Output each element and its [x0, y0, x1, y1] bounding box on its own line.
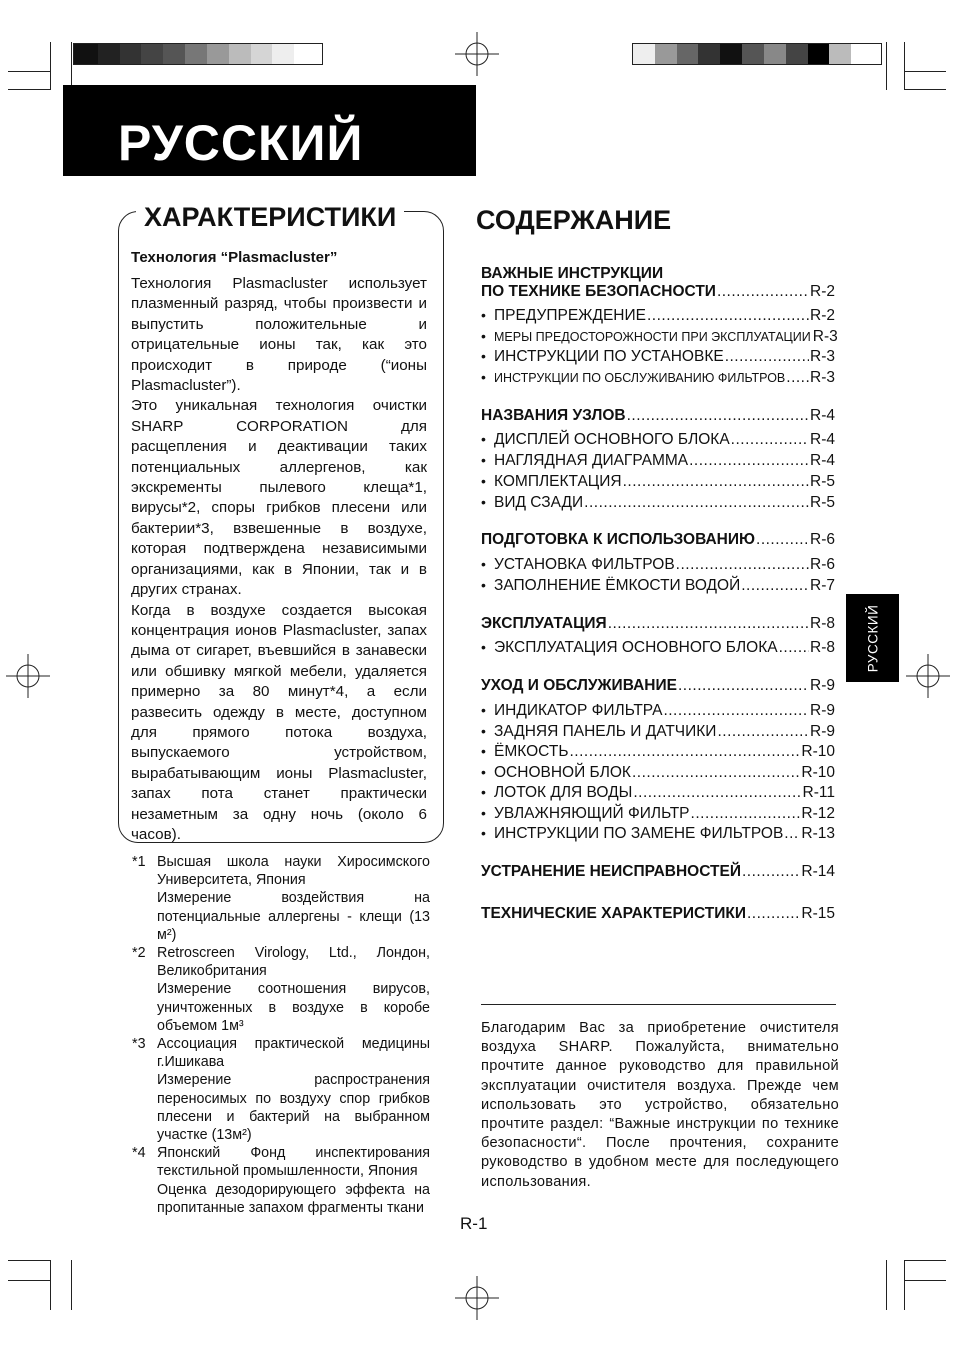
page-number: R-1: [460, 1214, 488, 1233]
page-title: РУССКИЙ: [118, 115, 364, 171]
toc-entry-maintenance[interactable]: УХОД И ОБСЛУЖИВАНИЕ ..... R-9: [481, 676, 835, 697]
footnote-mark: *3: [132, 1036, 146, 1053]
toc-entry-specifications[interactable]: ТЕХНИЧЕСКИЕ ХАРАКТЕРИСТИКИ ..... R-15: [481, 904, 835, 925]
color-bar-right: [632, 43, 882, 65]
footnote-source: Ассоциация практической медицины г.Ишикава: [157, 1036, 430, 1071]
toc-entry[interactable]: • ИНДИКАТОР ФИЛЬТРА ..... R-9: [481, 700, 835, 722]
footnote-detail: Измерение воздействия на потенциальные аллергены - клещи (13 м²): [157, 890, 430, 943]
color-bar-left: [73, 43, 323, 65]
features-body: [131, 274, 427, 845]
toc-entry[interactable]: • ЭКСПЛУАТАЦИЯ ОСНОВНОГО БЛОКА ..... R-8: [481, 637, 835, 659]
toc-entry-safety[interactable]: ПО ТЕХНИКЕ БЕЗОПАСНОСТИ ..... R-2: [481, 282, 835, 303]
toc-entry-preparation[interactable]: ПОДГОТОВКА К ИСПОЛЬЗОВАНИЮ ..... R-6: [481, 530, 835, 551]
footnote-detail: Оценка дезодорирующего эффекта на пропитанные запахом фрагменты ткани: [157, 1181, 430, 1216]
toc-entry[interactable]: • УВЛАЖНЯЮЩИЙ ФИЛЬТР ..... R-12: [481, 803, 835, 825]
toc-entry[interactable]: • КОМПЛЕКТАЦИЯ ..... R-5: [481, 471, 835, 493]
toc-entry[interactable]: • УСТАНОВКА ФИЛЬТРОВ ..... R-6: [481, 554, 835, 576]
toc-entry[interactable]: • ЗАПОЛНЕНИЕ ЁМКОСТИ ВОДОЙ ..... R-7: [481, 575, 835, 597]
footnote-mark: *4: [132, 1145, 146, 1162]
footnote: [132, 1144, 430, 1217]
toc-entry[interactable]: • ИНСТРУКЦИИ ПО ОБСЛУЖИВАНИЮ ФИЛЬТРОВ ..... R-3: [481, 367, 835, 389]
toc-section-heading: ВАЖНЫЕ ИНСТРУКЦИИ: [481, 265, 664, 282]
toc-entry-operation[interactable]: ЭКСПЛУАТАЦИЯ ..... R-8: [481, 614, 835, 635]
registration-mark-icon: [906, 654, 950, 698]
footnote-mark: *1: [132, 854, 146, 870]
toc-entry[interactable]: • ЁМКОСТЬ ..... R-10: [481, 741, 835, 763]
features-heading: ХАРАКТЕРИСТИКИ: [136, 200, 404, 234]
toc-entry[interactable]: • ДИСПЛЕЙ ОСНОВНОГО БЛОКА ..... R-4: [481, 429, 835, 451]
registration-mark-icon: [6, 654, 50, 698]
toc-entry[interactable]: • ЛОТОК ДЛЯ ВОДЫ ..... R-11: [481, 782, 835, 804]
toc-entry[interactable]: • ПРЕДУПРЕЖДЕНИЕ ..... R-2: [481, 305, 835, 327]
features-paragraph: Технология Plasmacluster использует плазменный разряд, чтобы произвести и выпустить положительные и отрицательные ионы так, как это происходит в природе (“ионы Plasmacluster”).: [131, 275, 427, 395]
toc-entry[interactable]: • НАГЛЯДНАЯ ДИАГРАММА ..... R-4: [481, 450, 835, 472]
footnote: [132, 853, 430, 944]
registration-mark-icon: [455, 32, 499, 76]
thanks-paragraph: Благодарим Вас за приобретение очистителя воздуха SHARP. Пожалуйста, внимательно прочтите данное руководство для правильной эксплуатации очистителя воздуха. Прежде чем использовать это устройство, обязательно прочтите раздел: “Важные инструкции по технике безопасности“. После прочтения, сохраните руководство в удобном месте для последующего использования.: [481, 1020, 839, 1190]
toc-entry[interactable]: • ОСНОВНОЙ БЛОК ..... R-10: [481, 762, 835, 784]
registration-mark-icon: [455, 1276, 499, 1320]
side-tab-label: РУССКИЙ: [865, 604, 880, 672]
footnote: [132, 1035, 430, 1144]
footnote-mark: *2: [132, 945, 146, 962]
toc-entry-parts[interactable]: НАЗВАНИЯ УЗЛОВ ..... R-4: [481, 406, 835, 427]
footnote-detail: Измерение распространения переносимых по воздуху спор грибков плесени и бактерий на выбранном участке (13м²): [157, 1072, 430, 1144]
footnotes: [132, 853, 430, 1217]
features-paragraph: Это уникальная технология очистки SHARP CORPORATION для расщепления и деактивации таких потенциальных аллергенов, как экскременты пылевого клеща*1, вирусы*2, споры грибков плесени или бактерии*3, взвешенные в воздухе, которая подтверждена независимыми организациями, как в Японии, так и в других странах.: [131, 397, 427, 599]
footnote-source: Retroscreen Virology, Ltd., Лондон, Великобритания: [157, 945, 430, 980]
toc-entry[interactable]: • ИНСТРУКЦИИ ПО УСТАНОВКЕ ..... R-3: [481, 346, 835, 368]
features-paragraph: Когда в воздухе создается высокая концентрация ионов Plasmacluster, запах дыма от сигарет, въевшийся в занавески или обшивку мягкой мебели, удаляется примерно за 80 минут*4, а если развесить одежду в месте, доступном для прямого потока воздуха, выпускаемого устройством, вырабатывающим ионы Plasmacluster, запах пота станет практически незаметным за одну ночь (около 6 часов).: [131, 601, 427, 843]
footnote-source: Японский Фонд инспектирования текстильной промышленности, Япония: [157, 1145, 430, 1180]
footnote-detail: Измерение соотношения вирусов, уничтоженных в воздухе в коробе объемом 1м³: [157, 981, 430, 1034]
toc-entry[interactable]: • ИНСТРУКЦИИ ПО ЗАМЕНЕ ФИЛЬТРОВ ..... R-13: [481, 823, 835, 845]
contents-heading: СОДЕРЖАНИЕ: [476, 205, 672, 235]
divider: [481, 1004, 836, 1005]
toc-entry-troubleshooting[interactable]: УСТРАНЕНИЕ НЕИСПРАВНОСТЕЙ ..... R-14: [481, 862, 835, 883]
footnote-source: Высшая школа науки Хиросимского Университета, Япония: [157, 854, 430, 889]
toc-entry[interactable]: • ВИД СЗАДИ ..... R-5: [481, 492, 835, 514]
toc-entry[interactable]: • МЕРЫ ПРЕДОСТОРОЖНОСТИ ПРИ ЭКСПЛУАТАЦИИ R-3: [481, 328, 838, 345]
footnote: [132, 944, 430, 1035]
toc-entry[interactable]: • ЗАДНЯЯ ПАНЕЛЬ И ДАТЧИКИ ..... R-9: [481, 721, 835, 743]
features-subheading: Технология “Plasmacluster”: [131, 249, 338, 266]
